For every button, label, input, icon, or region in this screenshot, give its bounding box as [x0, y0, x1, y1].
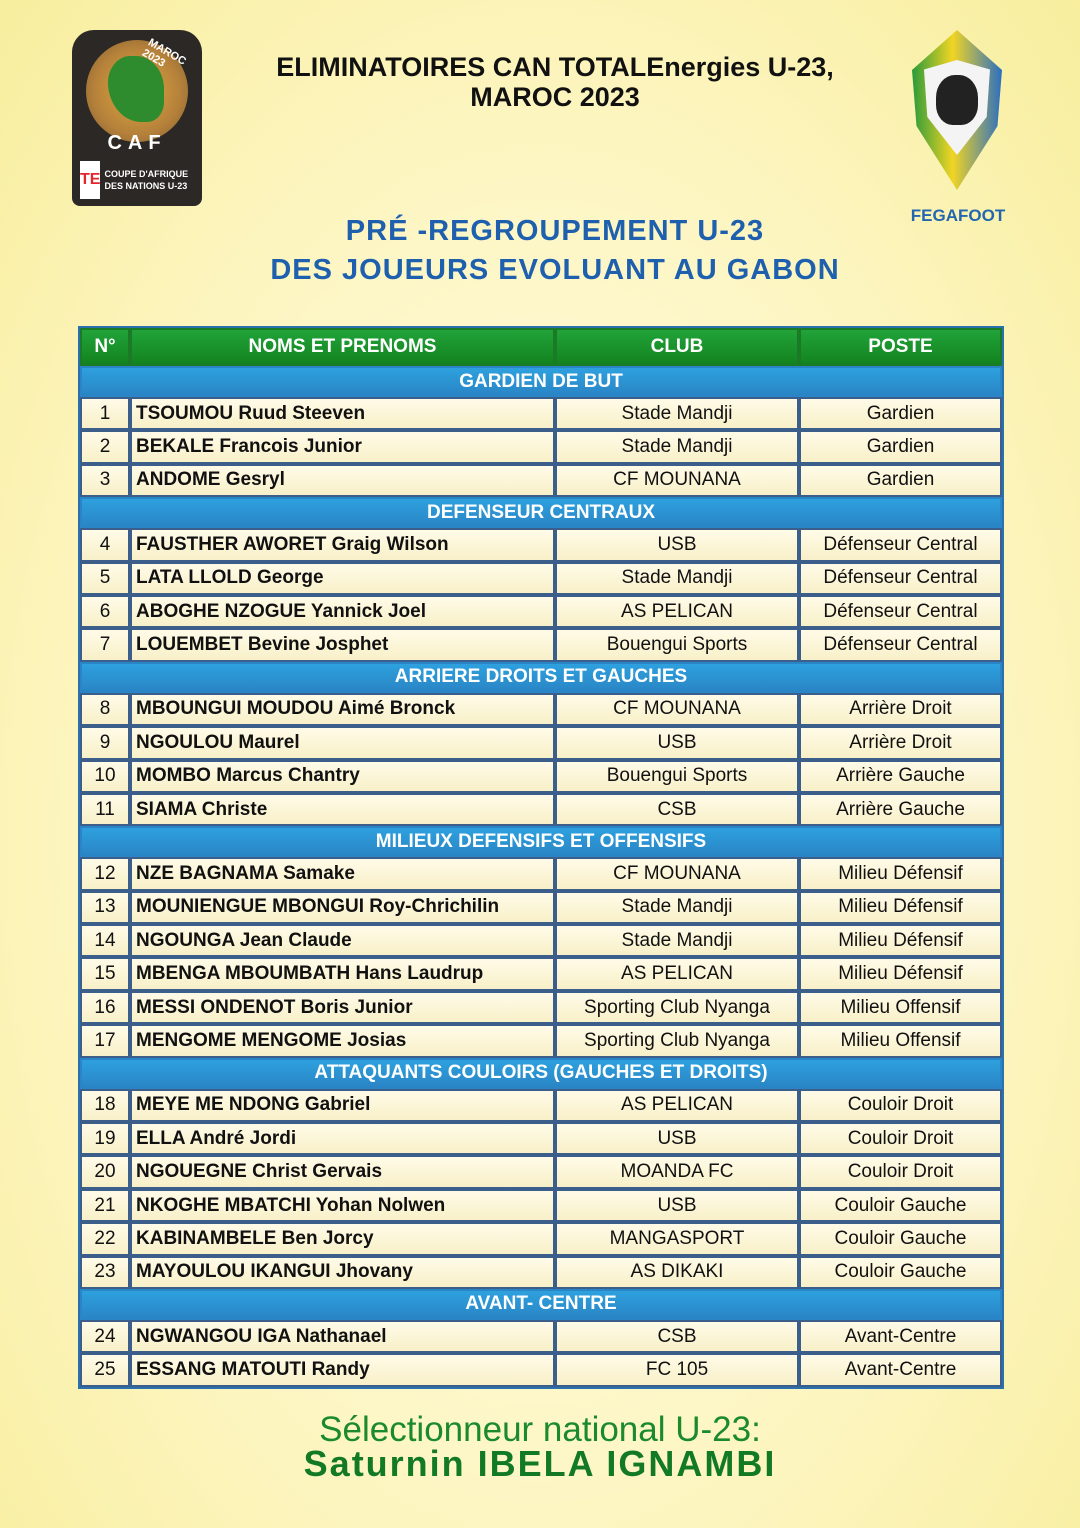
section-label: MILIEUX DEFENSIFS ET OFFENSIFS [80, 826, 1002, 857]
player-club: CF MOUNANA [555, 857, 799, 890]
player-name: ABOGHE NZOGUE Yannick Joel [130, 595, 555, 628]
player-number: 15 [80, 957, 130, 990]
player-position: Milieu Offensif [799, 1024, 1002, 1057]
subtitle-line-2: DES JOUEURS EVOLUANT AU GABON [270, 254, 840, 286]
col-number: N° [80, 328, 130, 366]
player-position: Avant-Centre [799, 1353, 1002, 1386]
player-club: AS DIKAKI [555, 1256, 799, 1289]
table-row [80, 857, 1002, 890]
player-club: USB [555, 1189, 799, 1222]
player-position: Milieu Défensif [799, 857, 1002, 890]
player-name: KABINAMBELE Ben Jorcy [130, 1222, 555, 1255]
player-club: Bouengui Sports [555, 628, 799, 661]
player-club: Sporting Club Nyanga [555, 991, 799, 1024]
player-number: 25 [80, 1353, 130, 1386]
player-club: AS PELICAN [555, 1089, 799, 1122]
caf-u23-logo [72, 30, 202, 206]
player-number: 16 [80, 991, 130, 1024]
caf-wordmark: CAF [107, 132, 167, 154]
table-row [80, 1256, 1002, 1289]
table-row [80, 891, 1002, 924]
player-club: AS PELICAN [555, 957, 799, 990]
player-name: TSOUMOU Ruud Steeven [130, 397, 555, 430]
player-number: 11 [80, 793, 130, 826]
section-label: ATTAQUANTS COULOIRS (GAUCHES ET DROITS) [80, 1058, 1002, 1089]
table-row [80, 760, 1002, 793]
player-number: 24 [80, 1320, 130, 1353]
player-name: FAUSTHER AWORET Graig Wilson [130, 528, 555, 561]
player-position: Avant-Centre [799, 1320, 1002, 1353]
table-row [80, 1089, 1002, 1122]
player-position: Couloir Droit [799, 1155, 1002, 1188]
player-name: BEKALE Francois Junior [130, 430, 555, 463]
player-name: ESSANG MATOUTI Randy [130, 1353, 555, 1386]
player-number: 17 [80, 1024, 130, 1057]
player-position: Arrière Droit [799, 693, 1002, 726]
player-club: CF MOUNANA [555, 464, 799, 497]
table-row [80, 595, 1002, 628]
player-number: 14 [80, 924, 130, 957]
caf-logo-subtitle: COUPE D'AFRIQUE DES NATIONS U-23 [104, 169, 189, 191]
section-row [80, 662, 1002, 693]
player-club: CSB [555, 793, 799, 826]
player-name: NGOUEGNE Christ Gervais [130, 1155, 555, 1188]
player-number: 5 [80, 562, 130, 595]
table-row [80, 1155, 1002, 1188]
player-position: Gardien [799, 430, 1002, 463]
section-row [80, 826, 1002, 857]
player-number: 18 [80, 1089, 130, 1122]
table-row [80, 628, 1002, 661]
col-position: POSTE [799, 328, 1002, 366]
player-number: 1 [80, 397, 130, 430]
players-table [78, 326, 1004, 1389]
player-position: Arrière Gauche [799, 793, 1002, 826]
player-name: SIAMA Christe [130, 793, 555, 826]
player-club: FC 105 [555, 1353, 799, 1386]
player-position: Couloir Gauche [799, 1189, 1002, 1222]
table-header [80, 328, 1002, 366]
player-number: 19 [80, 1122, 130, 1155]
table-row [80, 1024, 1002, 1057]
table-row [80, 1353, 1002, 1386]
table-row [80, 991, 1002, 1024]
player-position: Couloir Droit [799, 1122, 1002, 1155]
player-name: MOUNIENGUE MBONGUI Roy-Chrichilin [130, 891, 555, 924]
player-club: USB [555, 528, 799, 561]
player-position: Gardien [799, 464, 1002, 497]
player-position: Milieu Offensif [799, 991, 1002, 1024]
player-position: Défenseur Central [799, 528, 1002, 561]
section-label: DEFENSEUR CENTRAUX [80, 497, 1002, 528]
player-club: CSB [555, 1320, 799, 1353]
section-row [80, 366, 1002, 397]
player-club: AS PELICAN [555, 595, 799, 628]
player-position: Milieu Défensif [799, 957, 1002, 990]
title-line-2: MAROC 2023 [470, 82, 640, 112]
player-club: USB [555, 1122, 799, 1155]
player-club: Stade Mandji [555, 397, 799, 430]
caf-logo-maroc: MAROC 2023 [140, 36, 189, 70]
player-name: NGOUNGA Jean Claude [130, 924, 555, 957]
subtitle-line-1: PRÉ -REGROUPEMENT U-23 [345, 215, 765, 247]
table-row [80, 693, 1002, 726]
col-name: NOMS ET PRENOMS [130, 328, 555, 366]
section-label: GARDIEN DE BUT [80, 366, 1002, 397]
player-name: MBOUNGUI MOUDOU Aimé Bronck [130, 693, 555, 726]
table-row [80, 562, 1002, 595]
table-row [80, 1320, 1002, 1353]
page-title [200, 52, 910, 112]
table-row [80, 1222, 1002, 1255]
player-name: MAYOULOU IKANGUI Jhovany [130, 1256, 555, 1289]
fegafoot-logo [906, 30, 1010, 230]
section-row [80, 497, 1002, 528]
section-row [80, 1289, 1002, 1320]
player-number: 22 [80, 1222, 130, 1255]
section-row [80, 1058, 1002, 1089]
player-number: 8 [80, 693, 130, 726]
player-name: MESSI ONDENOT Boris Junior [130, 991, 555, 1024]
table-row [80, 528, 1002, 561]
player-position: Milieu Défensif [799, 924, 1002, 957]
player-club: Stade Mandji [555, 891, 799, 924]
player-club: Bouengui Sports [555, 760, 799, 793]
player-position: Arrière Gauche [799, 760, 1002, 793]
player-position: Défenseur Central [799, 562, 1002, 595]
player-club: CF MOUNANA [555, 693, 799, 726]
player-number: 2 [80, 430, 130, 463]
fegafoot-label: FEGAFOOT [910, 206, 1006, 225]
player-club: Stade Mandji [555, 924, 799, 957]
player-number: 4 [80, 528, 130, 561]
totalenergies-logo-icon: TE [80, 161, 100, 199]
table-row [80, 1189, 1002, 1222]
player-number: 9 [80, 726, 130, 759]
table-row [80, 957, 1002, 990]
coach-name: Saturnin IBELA IGNAMBI [303, 1443, 777, 1484]
coach-label: Sélectionneur national U-23: [319, 1410, 761, 1449]
player-number: 12 [80, 857, 130, 890]
player-number: 10 [80, 760, 130, 793]
player-name: MBENGA MBOUMBATH Hans Laudrup [130, 957, 555, 990]
player-number: 20 [80, 1155, 130, 1188]
player-position: Couloir Droit [799, 1089, 1002, 1122]
table-row [80, 726, 1002, 759]
title-line-1: ELIMINATOIRES CAN TOTALEnergies U-23, [276, 52, 834, 82]
player-name: MOMBO Marcus Chantry [130, 760, 555, 793]
table-row [80, 1122, 1002, 1155]
player-number: 6 [80, 595, 130, 628]
player-name: MENGOME MENGOME Josias [130, 1024, 555, 1057]
panther-icon [936, 75, 978, 125]
player-position: Couloir Gauche [799, 1222, 1002, 1255]
player-number: 21 [80, 1189, 130, 1222]
player-position: Gardien [799, 397, 1002, 430]
player-number: 13 [80, 891, 130, 924]
player-club: Stade Mandji [555, 562, 799, 595]
player-name: MEYE ME NDONG Gabriel [130, 1089, 555, 1122]
col-club: CLUB [555, 328, 799, 366]
player-name: NZE BAGNAMA Samake [130, 857, 555, 890]
table-row [80, 793, 1002, 826]
player-name: ELLA André Jordi [130, 1122, 555, 1155]
player-number: 7 [80, 628, 130, 661]
section-label: ARRIERE DROITS ET GAUCHES [80, 662, 1002, 693]
player-name: NGWANGOU IGA Nathanael [130, 1320, 555, 1353]
player-position: Couloir Gauche [799, 1256, 1002, 1289]
player-position: Défenseur Central [799, 628, 1002, 661]
player-club: Sporting Club Nyanga [555, 1024, 799, 1057]
player-name: LOUEMBET Bevine Josphet [130, 628, 555, 661]
player-position: Défenseur Central [799, 595, 1002, 628]
player-name: NKOGHE MBATCHI Yohan Nolwen [130, 1189, 555, 1222]
player-position: Milieu Défensif [799, 891, 1002, 924]
table-row [80, 430, 1002, 463]
player-club: MANGASPORT [555, 1222, 799, 1255]
player-club: USB [555, 726, 799, 759]
player-name: LATA LLOLD George [130, 562, 555, 595]
table-row [80, 924, 1002, 957]
player-name: ANDOME Gesryl [130, 464, 555, 497]
section-label: AVANT- CENTRE [80, 1289, 1002, 1320]
player-name: NGOULOU Maurel [130, 726, 555, 759]
player-number: 3 [80, 464, 130, 497]
table-row [80, 464, 1002, 497]
player-position: Arrière Droit [799, 726, 1002, 759]
table-row [80, 397, 1002, 430]
page-subtitle [200, 212, 910, 290]
player-number: 23 [80, 1256, 130, 1289]
player-club: Stade Mandji [555, 430, 799, 463]
player-club: MOANDA FC [555, 1155, 799, 1188]
